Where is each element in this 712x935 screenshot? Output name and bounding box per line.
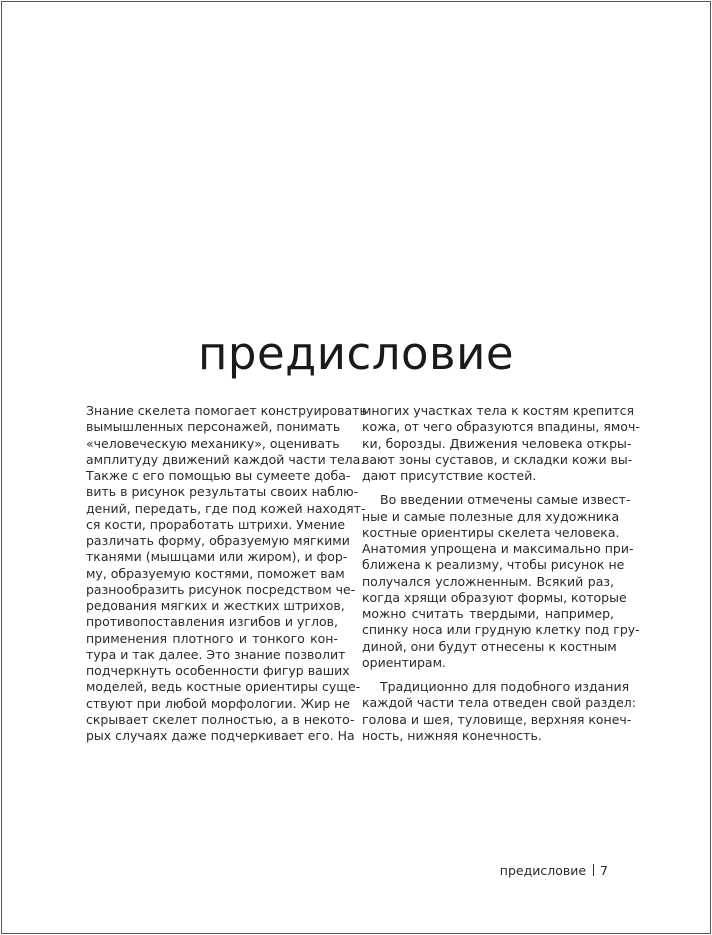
- text-line: ствуют при любой морфологии. Жир не: [86, 695, 350, 711]
- text-line: ность, нижняя конечность.: [362, 727, 542, 743]
- footer-section-label: предисловие: [499, 863, 587, 878]
- text-line: дают присутствие костей.: [362, 468, 537, 483]
- text-line: разнообразить рисунок посредством че-: [86, 581, 356, 597]
- text-line: вить в рисунок результаты своих наблю-: [86, 484, 359, 500]
- text-line: скрывает скелет полностью, а в некото-: [86, 711, 355, 727]
- text-line: Также с его помощью вы сумеете доба-: [86, 468, 351, 483]
- text-line: рых случаях даже подчеркивает его. На: [86, 728, 355, 743]
- text-column-left: [86, 403, 367, 744]
- footer-divider: [593, 864, 594, 876]
- text-line: кожа, от чего образуются впадины, ямоч-: [362, 419, 640, 435]
- text-line: подчеркнуть особенности фигур ваших: [86, 663, 350, 678]
- text-line: каждой части тела отведен свой раздел:: [362, 695, 636, 711]
- text-line: амплитуду движений каждой части тела.: [86, 451, 365, 467]
- text-column-right: [362, 403, 640, 744]
- text-line: можно считать твердыми, например,: [362, 606, 614, 621]
- text-line: голова и шея, туловище, верхняя конеч-: [362, 711, 632, 727]
- text-line: многих участках тела к костям крепится: [362, 403, 635, 418]
- text-line: дений, передать, где под кожей находят-: [86, 500, 366, 516]
- text-line: Знание скелета помогает конструировать: [86, 403, 367, 418]
- text-line: тканями (мышцами или жиром), и фор-: [86, 549, 348, 565]
- text-line: применения плотного и тонкого кон-: [86, 630, 338, 646]
- text-line: ные и самые полезные для художника: [362, 508, 620, 524]
- text-line: вают зоны суставов, и складки кожи вы-: [362, 451, 633, 467]
- page-number: 7: [600, 863, 608, 878]
- text-line: ки, борозды. Движения человека откры-: [362, 435, 632, 451]
- paragraph: [362, 492, 640, 671]
- text-line: костные ориентиры скелета человека.: [362, 524, 620, 540]
- text-line: Во введении отмечены самые извест-: [380, 492, 631, 508]
- text-line: ближена к реализму, чтобы рисунок не: [362, 557, 625, 573]
- paragraph: [362, 403, 640, 484]
- text-line: му, образуемую костями, поможет вам: [86, 565, 345, 581]
- page-title: предисловие: [197, 327, 515, 380]
- text-line: получался усложненным. Всякий раз,: [362, 573, 614, 589]
- text-line: различать форму, образуемую мягкими: [86, 533, 350, 548]
- text-line: ориентирам.: [362, 654, 446, 670]
- text-line: ся кости, проработать штрихи. Умение: [86, 516, 346, 532]
- text-line: Традиционно для подобного издания: [380, 679, 630, 694]
- page-footer: [500, 863, 608, 879]
- text-line: редования мягких и жестких штрихов,: [86, 598, 345, 613]
- text-line: вымышленных персонажей, понимать: [86, 419, 341, 435]
- text-line: моделей, ведь костные ориентиры суще-: [86, 679, 361, 695]
- paragraph: [86, 403, 367, 744]
- text-line: тура и так далее. Это знание позволит: [86, 646, 346, 662]
- text-line: диной, они будут отнесены к костным: [362, 638, 617, 654]
- paragraph: [362, 679, 636, 744]
- text-line: противопоставления изгибов и углов,: [86, 614, 338, 630]
- text-line: спинку носа или грудную клетку под гру-: [362, 622, 640, 638]
- text-line: Анатомия упрощена и максимально при-: [362, 541, 634, 556]
- text-line: когда хрящи образуют формы, которые: [362, 589, 627, 605]
- text-line: «человеческую механику», оценивать: [86, 435, 340, 451]
